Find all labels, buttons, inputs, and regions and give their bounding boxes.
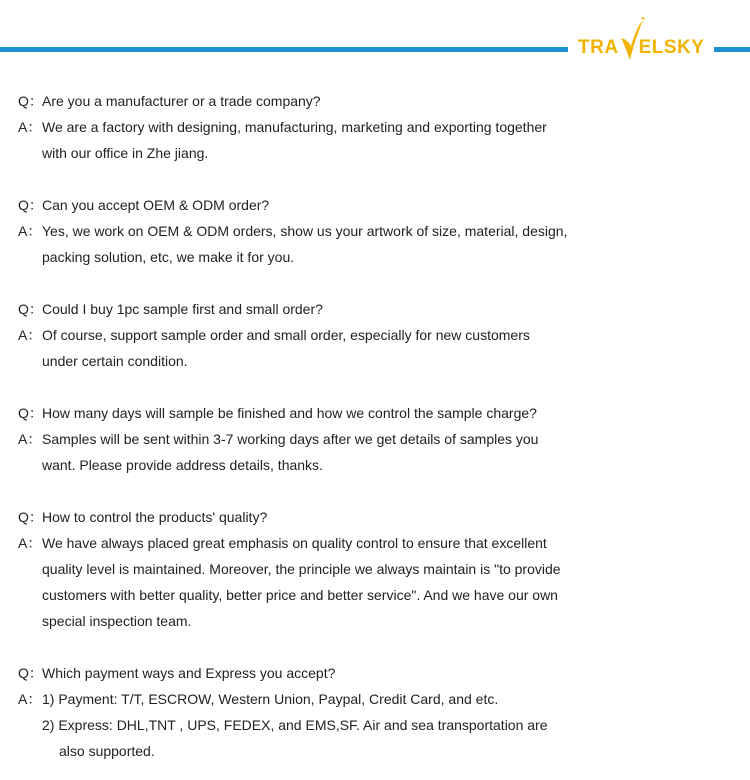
faq-answer (18, 686, 718, 712)
answer-text: customers with better quality, better price and better service". And we have our own (42, 587, 558, 603)
question-prefix: Q： (18, 509, 43, 525)
faq-item (18, 88, 718, 166)
answer-text: 1) Payment: T/T, ESCROW, Western Union, Paypal, Credit Card, and etc. (42, 691, 499, 707)
answer-prefix: A： (18, 535, 42, 551)
faq-answer-continuation (18, 608, 718, 634)
faq-answer-continuation (18, 244, 718, 270)
header-divider-right (714, 47, 750, 52)
question-prefix: Q： (18, 301, 43, 317)
question-text: How many days will sample be finished and how we control the sample charge? (42, 405, 537, 421)
faq-item (18, 192, 718, 270)
faq-item (18, 296, 718, 374)
logo-swoosh-v-icon (619, 16, 647, 64)
faq-answer-continuation (18, 738, 718, 764)
answer-prefix: A： (18, 223, 42, 239)
faq-question (18, 504, 718, 530)
answer-text: also supported. (59, 743, 155, 759)
faq-answer-continuation (18, 582, 718, 608)
answer-text: Of course, support sample order and small order, especially for new customers (42, 327, 530, 343)
question-text: How to control the products' quality? (42, 509, 268, 525)
faq-spacer (18, 166, 718, 192)
question-text: Are you a manufacturer or a trade company? (42, 93, 321, 109)
question-prefix: Q： (18, 93, 43, 109)
question-text: Can you accept OEM & ODM order? (42, 197, 270, 213)
answer-prefix: A： (18, 691, 42, 707)
question-prefix: Q： (18, 197, 43, 213)
faq-question (18, 400, 718, 426)
faq-spacer (18, 374, 718, 400)
question-prefix: Q： (18, 405, 43, 421)
faq-item (18, 504, 718, 634)
faq-answer (18, 530, 718, 556)
faq-list (18, 88, 718, 764)
answer-text: Yes, we work on OEM & ODM orders, show us your artwork of size, material, design, (42, 223, 568, 239)
question-text: Could I buy 1pc sample first and small order? (42, 301, 323, 317)
faq-item (18, 400, 718, 478)
faq-answer-continuation (18, 556, 718, 582)
faq-question (18, 660, 718, 686)
answer-prefix: A： (18, 431, 42, 447)
faq-question (18, 88, 718, 114)
answer-prefix: A： (18, 119, 42, 135)
faq-answer-continuation (18, 712, 718, 738)
faq-answer-continuation (18, 452, 718, 478)
answer-text: want. Please provide address details, thanks. (42, 457, 323, 473)
answer-text: packing solution, etc, we make it for you. (42, 249, 295, 265)
answer-text: We have always placed great emphasis on quality control to ensure that excellent (42, 535, 547, 551)
faq-answer (18, 426, 718, 452)
faq-spacer (18, 270, 718, 296)
logo-text-left: TRA (578, 37, 619, 58)
travelsky-logo (578, 16, 710, 66)
faq-item (18, 660, 718, 764)
answer-text: We are a factory with designing, manufacturing, marketing and exporting together (42, 119, 547, 135)
faq-spacer (18, 634, 718, 660)
faq-answer (18, 114, 718, 140)
faq-spacer (18, 478, 718, 504)
faq-answer-continuation (18, 348, 718, 374)
faq-question (18, 296, 718, 322)
question-text: Which payment ways and Express you accept? (42, 665, 336, 681)
question-prefix: Q： (18, 665, 43, 681)
answer-text: quality level is maintained. Moreover, the principle we always maintain is "to provide (42, 561, 561, 577)
answer-text: Samples will be sent within 3-7 working days after we get details of samples you (42, 431, 539, 447)
logo-text-right: ELSKY (638, 37, 705, 58)
faq-answer (18, 322, 718, 348)
faq-answer (18, 218, 718, 244)
answer-text: 2) Express: DHL,TNT , UPS, FEDEX, and EMS,SF. Air and sea transportation are (42, 717, 548, 733)
answer-text: under certain condition. (42, 353, 188, 369)
answer-text: with our office in Zhe jiang. (42, 145, 209, 161)
answer-text: special inspection team. (42, 613, 192, 629)
faq-question (18, 192, 718, 218)
faq-answer-continuation (18, 140, 718, 166)
header-divider-left (0, 47, 568, 52)
answer-prefix: A： (18, 327, 42, 343)
